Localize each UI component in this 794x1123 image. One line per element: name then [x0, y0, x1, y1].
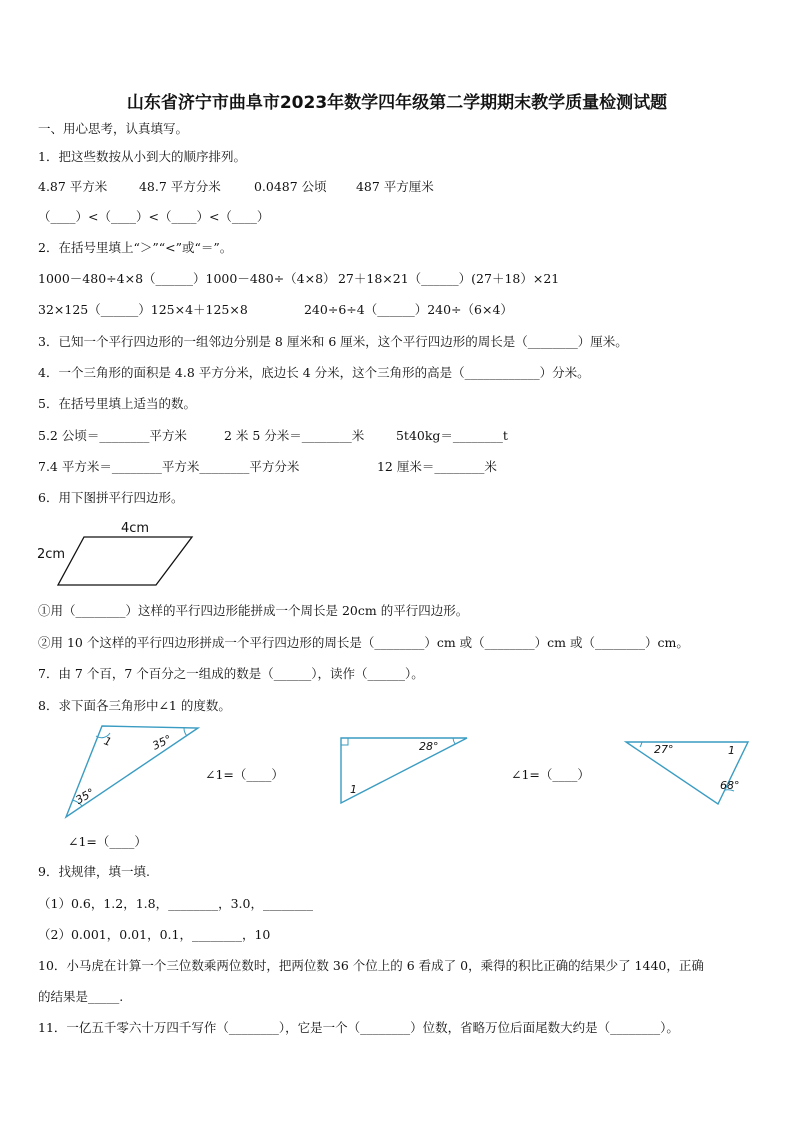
q7: 7．由 7 个百，7 个百分之一组成的数是（______），读作（______）。: [38, 666, 424, 681]
parallelogram-top-label: 4cm: [121, 521, 150, 536]
q10-line: 10．小马虎在计算一个三位数乘两位数时，把两位数 36 个位上的 6 看成了 0，乘得的积比正确的结果少了 1440，正确: [38, 958, 704, 973]
triangle-3-arc: [640, 742, 642, 747]
q5-row: [38, 428, 508, 444]
q5-item: 5.2 公顷＝________平方米: [38, 428, 187, 443]
q8-stem: 8．求下面各三角形中∠1 的度数。: [38, 698, 231, 713]
triangle-3-angle-label: 27°: [654, 743, 674, 756]
triangle-1-arc: [184, 728, 187, 736]
q2-stem: 2．在括号里填上“＞”“<”或“＝”。: [38, 240, 233, 255]
q2-item: 240÷6÷4（______）240÷（6×4）: [303, 302, 513, 317]
q1-item: 4.87 平方米: [38, 179, 108, 194]
q2-item: 27＋18×21（______）(27＋18）×21: [337, 271, 560, 286]
q2-item: 32×125（______）125×4＋125×8: [38, 302, 248, 317]
page-title: 山东省济宁市曲阜市2023年数学四年级第二学期期末教学质量检测试题: [126, 93, 668, 113]
q9-stem: 9．找规律，填一填.: [38, 864, 150, 879]
triangle-2-angle-label: 1: [350, 783, 357, 796]
q11: 11．一亿五千零六十万四千写作（________），它是一个（________）位数，省略万位后面尾数大约是（________）。: [38, 1020, 679, 1035]
triangle-2: [335, 733, 475, 808]
q2-row: [38, 271, 559, 287]
q1-item: 0.0487 公顷: [253, 179, 327, 194]
q1-item: 487 平方厘米: [355, 179, 434, 194]
triangle-3: [622, 735, 752, 810]
triangle-2-angle-label: 28°: [419, 740, 439, 753]
triangle-2-shape: [341, 738, 467, 803]
triangle-2-arc: [453, 738, 455, 744]
parallelogram-side-label: 2cm: [37, 547, 66, 562]
q5-item: 7.4 平方米＝________平方米________平方分米: [38, 459, 300, 474]
q5-item: 2 米 5 分米＝________米: [223, 428, 365, 443]
q5-item: 5t40kg＝________t: [395, 428, 508, 443]
q2-row: [38, 302, 513, 318]
q8-answer-1: ∠1=（____）: [205, 767, 284, 782]
q6-stem: 6．用下图拼平行四边形。: [38, 490, 184, 505]
q8-answer-2: ∠1=（____）: [511, 767, 590, 782]
q8-answer-3: ∠1=（____）: [68, 834, 147, 849]
q9-row: （2）0.001，0.01，0.1，________，10: [38, 927, 271, 942]
q1-item: 48.7 平方分米: [138, 179, 221, 194]
triangle-2-right-angle: [341, 738, 348, 745]
triangle-1: [60, 722, 205, 822]
q2-item: 1000－480÷4×8（______）1000－480÷（4×8）: [38, 271, 336, 286]
q5-row: [38, 459, 497, 475]
q10-line: 的结果是_____.: [38, 989, 124, 1004]
triangle-3-angle-label: 68°: [720, 779, 740, 792]
triangle-1-angle-label: 1: [102, 734, 114, 750]
q6-part2: ②用 10 个这样的平行四边形拼成一个平行四边形的周长是（________）cm 或（________）cm 或（________）cm。: [38, 635, 689, 650]
triangle-1-angle-label: 35°: [73, 785, 97, 807]
q3: 3．已知一个平行四边形的一组邻边分别是 8 厘米和 6 厘米，这个平行四边形的周长是（________）厘米。: [38, 334, 628, 349]
triangle-1-angle-label: 35°: [150, 732, 174, 753]
triangle-3-angle-label: 1: [728, 744, 735, 757]
q9-row: （1）0.6，1.2，1.8，________，3.0，________: [38, 896, 313, 911]
section-heading: 一、用心思考，认真填写。: [38, 121, 189, 136]
q1-answer-blanks: （____）<（____）<（____）<（____）: [38, 209, 270, 224]
q6-part1: ①用（________）这样的平行四边形能拼成一个周长是 20cm 的平行四边形。: [38, 603, 469, 618]
parallelogram-figure: [36, 515, 206, 590]
q1-stem: 1．把这些数按从小到大的顺序排列。: [38, 149, 246, 164]
q4: 4．一个三角形的面积是 4.8 平方分米，底边长 4 分米，这个三角形的高是（____________）分米。: [38, 365, 590, 380]
parallelogram-shape: [58, 537, 192, 585]
q1-items: [38, 179, 434, 195]
q5-stem: 5．在括号里填上适当的数。: [38, 396, 196, 411]
q5-item: 12 厘米＝________米: [376, 459, 497, 474]
